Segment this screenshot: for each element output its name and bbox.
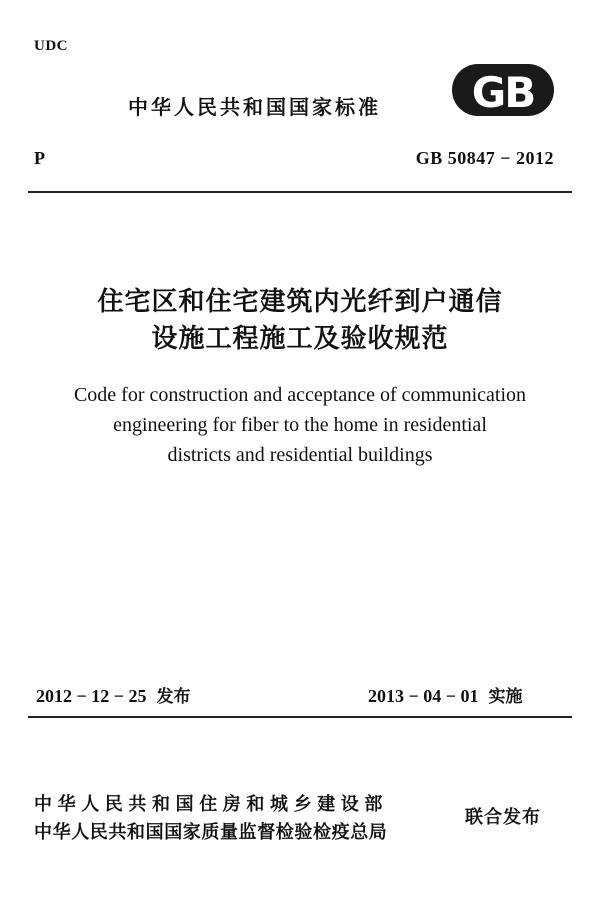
chinese-title-line-2: 设施工程施工及验收规范 bbox=[151, 324, 449, 354]
top-divider bbox=[28, 191, 572, 193]
issue-date-block bbox=[36, 682, 191, 707]
implementation-label: 实施 bbox=[488, 687, 523, 707]
implementation-date-block bbox=[368, 682, 523, 707]
gb-logo-icon bbox=[450, 62, 556, 118]
english-title-line-2: engineering for fiber to the home in residential bbox=[113, 414, 487, 436]
issue-label: 发布 bbox=[156, 687, 191, 707]
bottom-divider bbox=[28, 716, 572, 718]
issuer-ministry-housing: 中华人民共和国住房和城乡建设部 bbox=[34, 794, 388, 815]
english-title-line-1: Code for construction and acceptance of communication bbox=[73, 384, 527, 406]
udc-label: UDC bbox=[34, 38, 68, 54]
chinese-title-line-1: 住宅区和住宅建筑内光纤到户通信 bbox=[97, 287, 503, 317]
issuer-quality-supervision: 中华人民共和国国家质量监督检验检疫总局 bbox=[34, 822, 388, 843]
gb-logo-text: GB bbox=[471, 68, 535, 117]
joint-issue-label: 联合发布 bbox=[465, 807, 541, 828]
standard-type-title: 中华人民共和国国家标准 bbox=[128, 95, 381, 119]
implementation-date: 2013 − 04 − 01 bbox=[368, 686, 479, 706]
english-title-line-3: districts and residential buildings bbox=[167, 444, 433, 466]
standard-number: GB 50847 − 2012 bbox=[415, 148, 554, 168]
issue-date: 2012 − 12 − 25 bbox=[36, 686, 147, 706]
classification-code: P bbox=[34, 148, 45, 168]
